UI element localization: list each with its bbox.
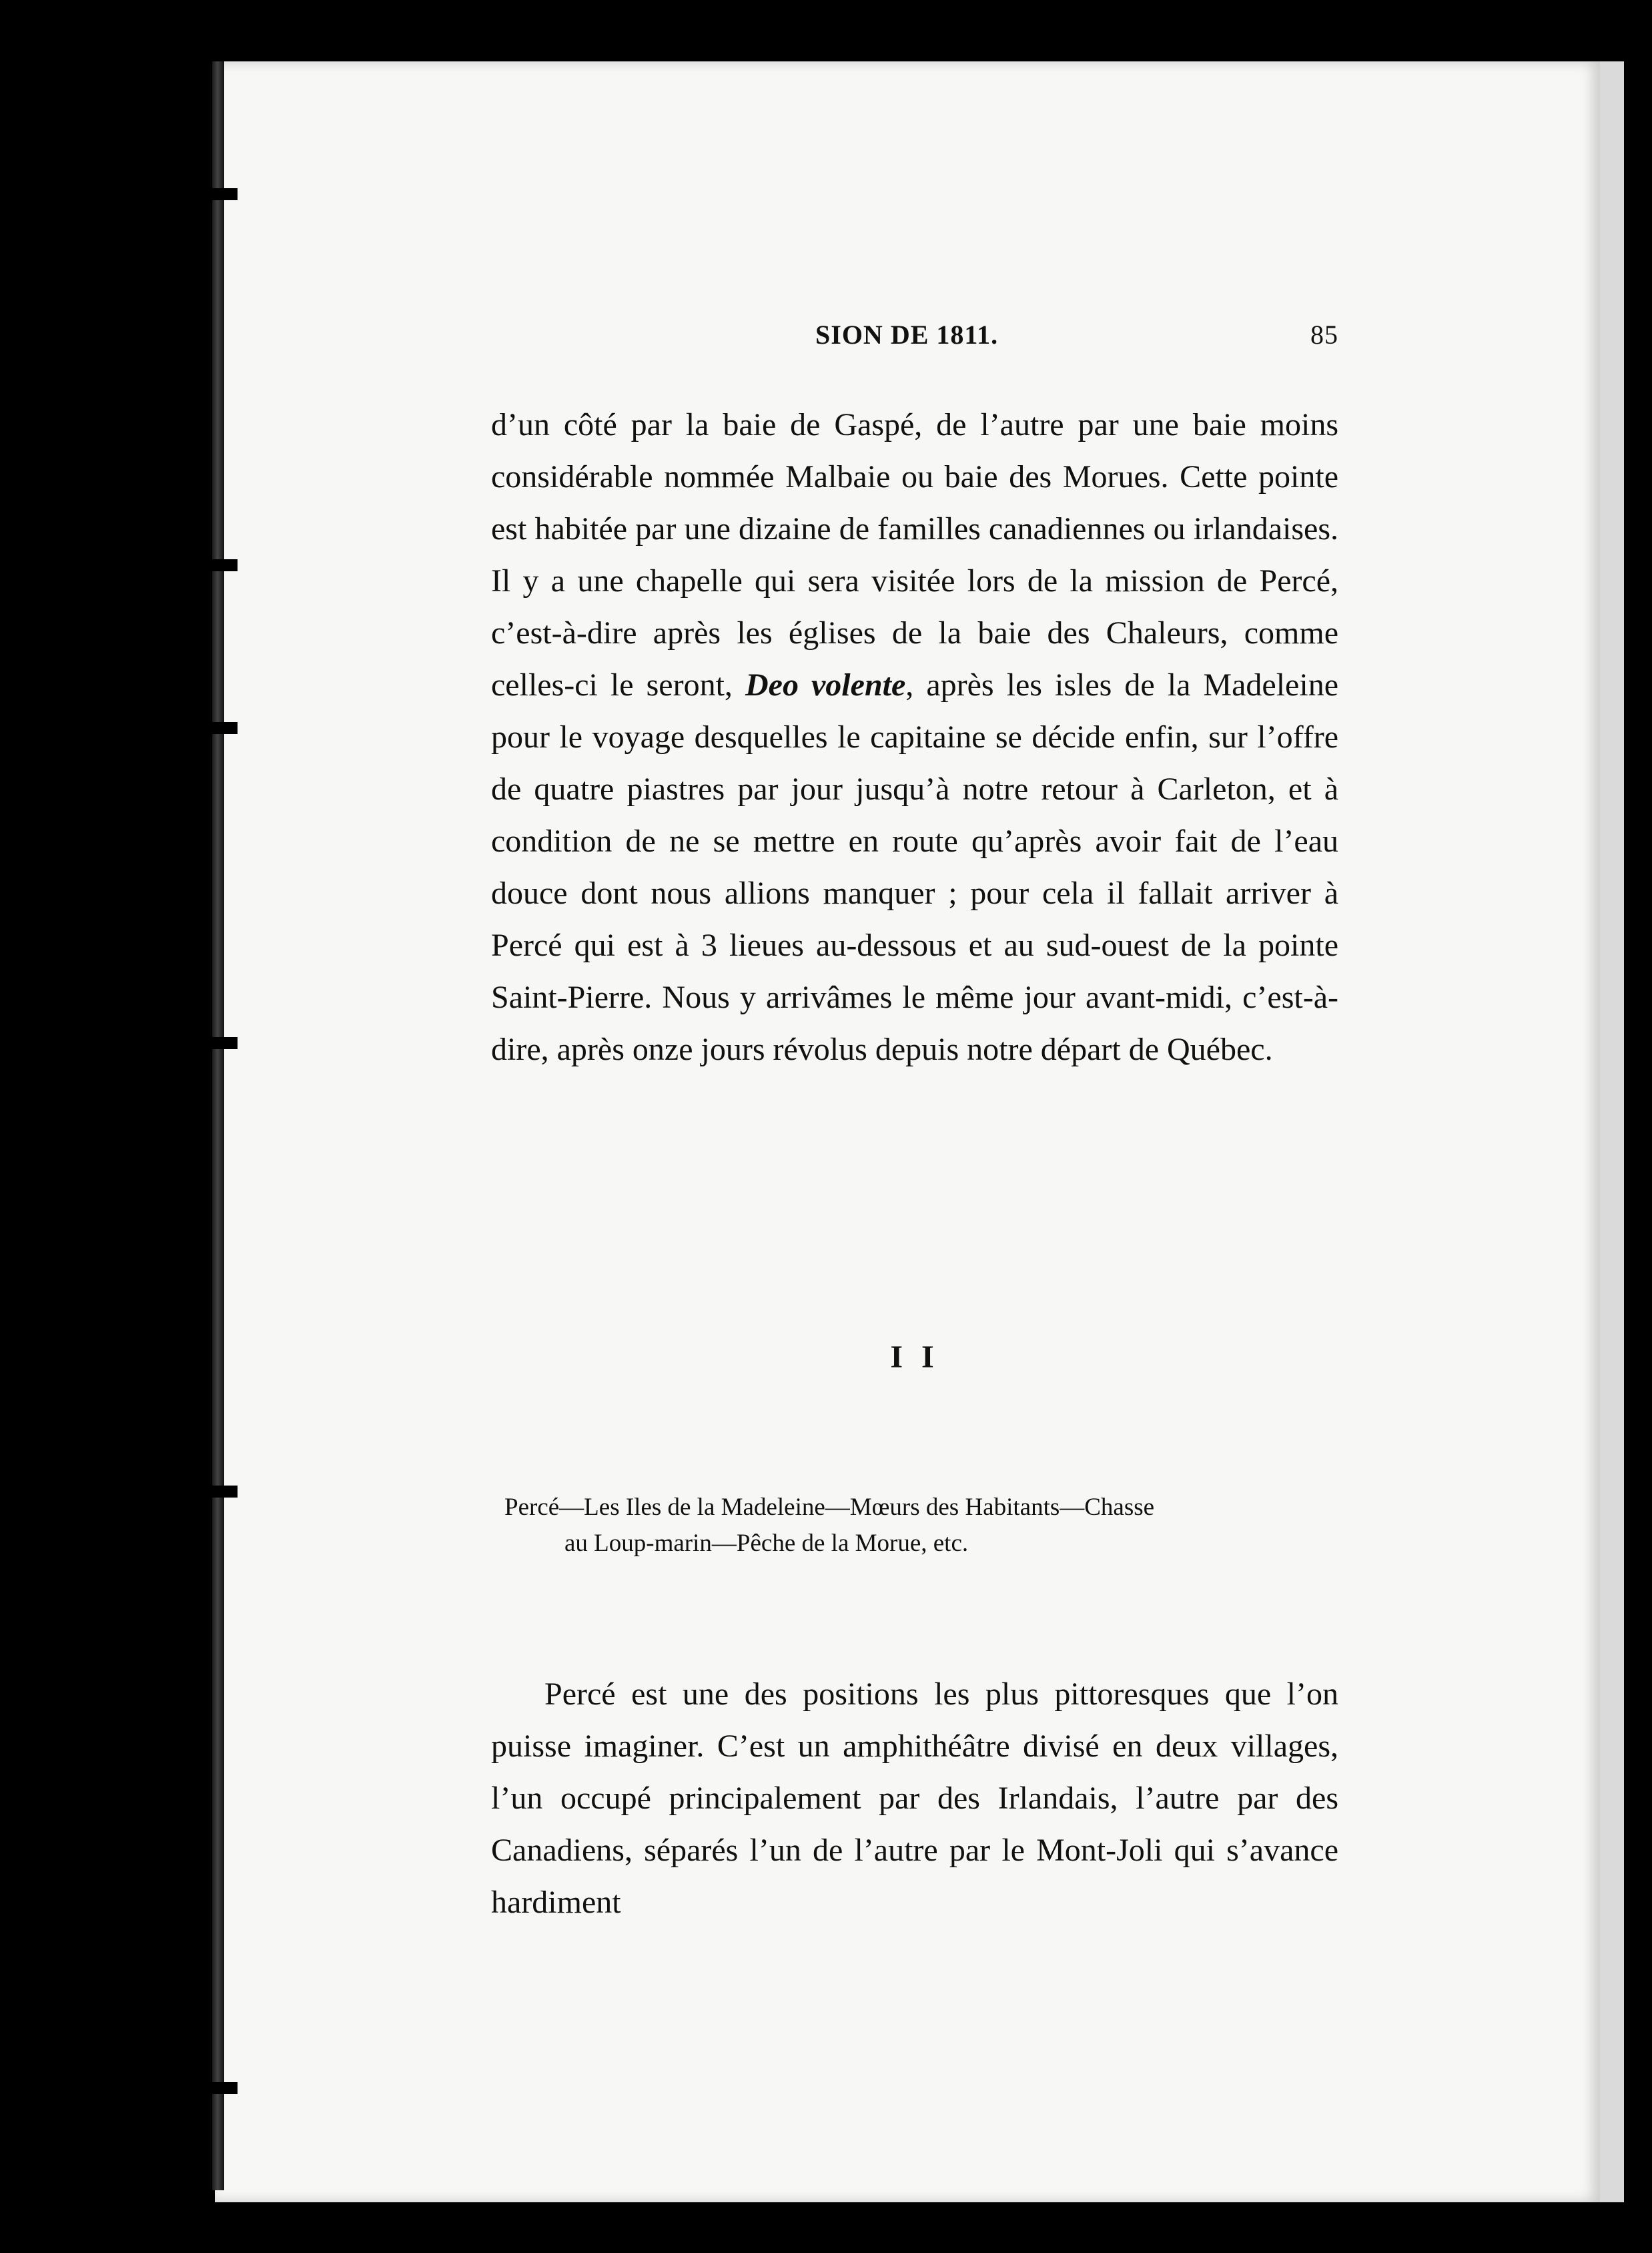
paragraph-2: Percé est une des positions les plus pittoresques que l’on puisse imaginer. C’est un amphithéâtre divisé en deux villages, l’un occupé principalement par des Irlandais, l’autre par des Canadiens, séparés l’un de l’autre par le Mont-Joli qui s’avance hardiment — [491, 1676, 1338, 1920]
summary-line-2: au Loup-marin—Pêche de la Morue, etc. — [564, 1530, 969, 1557]
summary-line-1: Percé—Les Iles de la Madeleine—Mœurs des Habitants—Chasse — [504, 1494, 1155, 1521]
paragraph-1 — [491, 399, 1338, 1076]
running-title: SION DE 1811. — [815, 320, 999, 350]
binding-stitch — [197, 1037, 238, 1049]
paragraph-1-italic: Deo volente — [745, 667, 906, 703]
binding-stitch — [197, 722, 238, 734]
page-number: 85 — [1310, 320, 1338, 350]
section-summary — [504, 1490, 1352, 1562]
binding-stitch — [197, 2082, 238, 2094]
binding-stitch — [197, 559, 238, 571]
binding-stitch — [197, 1486, 238, 1498]
running-header — [491, 319, 1338, 356]
paragraph-1-text: d’un côté par la baie de Gaspé, de l’autre par une baie moins considérable nommée Malbaie ou baie des Morues. Cette pointe est habitée par une dizaine de familles canadiennes ou irlandaises. Il y a une chapelle qui sera visitée lors de la mission de Percé, c’est-à-dire après les églises de la baie des Chaleurs, comme celles-ci le seront, — [491, 407, 1338, 703]
paragraph-1-text-end: , après les isles de la Madeleine pour le voyage desquelles le capitaine se décide enfin, sur l’offre de quatre piastres par jour jusqu’à notre retour à Carleton, et à condition de ne se mettre en route qu’après avoir fait de l’eau douce dont nous allions manquer ; pour cela il fallait arriver à Percé qui est à 3 lieues au-dessous et au sud-ouest de la pointe Saint-Pierre. Nous y arrivâmes le même jour avant-midi, c’est-à-dire, après onze jours révolus depuis notre départ de Québec. — [491, 667, 1338, 1067]
binding-edge — [212, 61, 224, 2190]
binding-stitch — [197, 188, 238, 200]
section-number: I I — [890, 1339, 939, 1375]
